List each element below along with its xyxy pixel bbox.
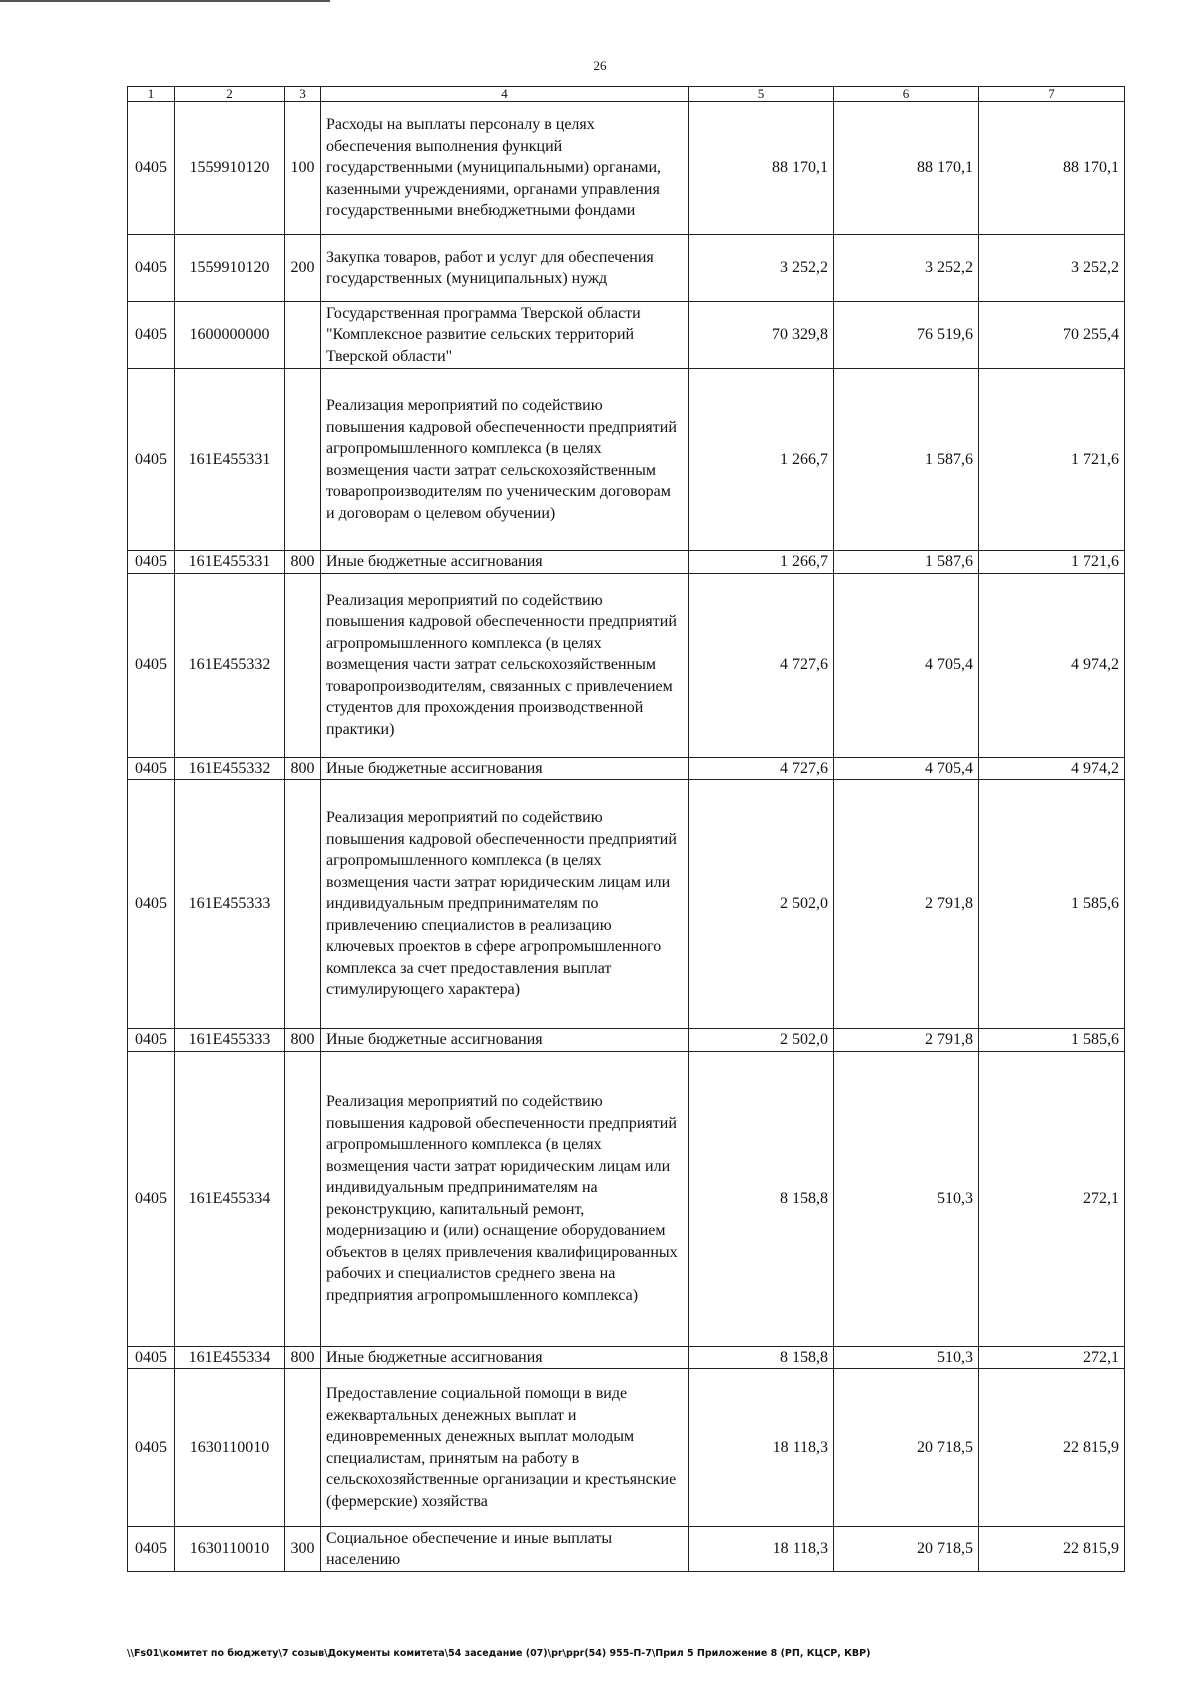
- top-rule: [0, 0, 330, 2]
- header-row: [128, 87, 1125, 102]
- rz-cell: 0405: [128, 302, 175, 369]
- value-cell: 20 718,5: [834, 1527, 979, 1572]
- col-header: 1: [128, 87, 175, 102]
- vr-cell: [285, 302, 321, 369]
- table-row: [128, 573, 1125, 757]
- name-cell: Предоставление социальной помощи в виде ежеквартальных денежных выплат и единовременных денежных выплат молодым специалистам, принятым на работу в сельскохозяйственные организации и крестьянские (фермерские) хозяйства: [321, 1369, 689, 1527]
- rz-cell: 0405: [128, 780, 175, 1029]
- table-row: [128, 302, 1125, 369]
- value-cell: 1 587,6: [834, 369, 979, 551]
- rz-cell: 0405: [128, 1346, 175, 1369]
- value-cell: 3 252,2: [689, 235, 834, 302]
- name-cell: Реализация мероприятий по содействию повышения кадровой обеспеченности предприятий агропромышленного комплекса (в целях возмещения части затрат юридическим лицам или индивидуальным предпринимателям по привлечению специалистов в реализацию ключевых проектов в сфере агропромышленного комплекса за счет предоставления выплат стимулирующего характера): [321, 780, 689, 1029]
- vr-cell: 800: [285, 1029, 321, 1052]
- value-cell: 76 519,6: [834, 302, 979, 369]
- table-row: [128, 1029, 1125, 1052]
- rz-cell: 0405: [128, 1029, 175, 1052]
- footer-file-path: \\Fs01\комитет по бюджету\7 созыв\Документы комитета\54 заседание (07)\pr\ppr(54) 955-П-7\Прил 5 Приложение 8 (РП, КЦСР, КВР): [127, 1648, 871, 1659]
- page-number: 26: [593, 58, 607, 73]
- name-cell: Реализация мероприятий по содействию повышения кадровой обеспеченности предприятий агропромышленного комплекса (в целях возмещения части затрат юридическим лицам или индивидуальным предпринимателям на реконструкцию, капитальный ремонт, модернизацию и (или) оснащение оборудованием объектов в целях привлечения квалифицированных рабочих и специалистов среднего звена на предприятия агропромышленного комплекса): [321, 1051, 689, 1346]
- name-cell: Социальное обеспечение и иные выплаты населению: [321, 1527, 689, 1572]
- budget-table: [127, 86, 1125, 1572]
- col-header: 5: [689, 87, 834, 102]
- value-cell: 2 502,0: [689, 1029, 834, 1052]
- csr-cell: 161E455332: [175, 757, 285, 780]
- csr-cell: 161E455334: [175, 1346, 285, 1369]
- vr-cell: [285, 573, 321, 757]
- name-cell: Реализация мероприятий по содействию повышения кадровой обеспеченности предприятий агропромышленного комплекса (в целях возмещения части затрат сельскохозяйственным товаропроизводителям, связанных с привлечением студентов для прохождения производственной практики): [321, 573, 689, 757]
- csr-cell: 161E455332: [175, 573, 285, 757]
- csr-cell: 161E455331: [175, 369, 285, 551]
- value-cell: 18 118,3: [689, 1527, 834, 1572]
- vr-cell: [285, 1369, 321, 1527]
- rz-cell: 0405: [128, 573, 175, 757]
- col-header: 7: [979, 87, 1125, 102]
- value-cell: 88 170,1: [979, 102, 1125, 235]
- col-header: 6: [834, 87, 979, 102]
- table-row: [128, 369, 1125, 551]
- table-row: [128, 235, 1125, 302]
- value-cell: 4 974,2: [979, 757, 1125, 780]
- csr-cell: 1559910120: [175, 102, 285, 235]
- csr-cell: 1630110010: [175, 1527, 285, 1572]
- table-row: [128, 1051, 1125, 1346]
- table-row: [128, 551, 1125, 574]
- table-row: [128, 1527, 1125, 1572]
- value-cell: 88 170,1: [834, 102, 979, 235]
- csr-cell: 161E455331: [175, 551, 285, 574]
- rz-cell: 0405: [128, 551, 175, 574]
- name-cell: Расходы на выплаты персоналу в целях обеспечения выполнения функций государственными (муниципальными) органами, казенными учреждениями, органами управления государственными внебюджетными фондами: [321, 102, 689, 235]
- csr-cell: 1600000000: [175, 302, 285, 369]
- name-cell: Закупка товаров, работ и услуг для обеспечения государственных (муниципальных) нужд: [321, 235, 689, 302]
- value-cell: 4 705,4: [834, 757, 979, 780]
- csr-cell: 1630110010: [175, 1369, 285, 1527]
- rz-cell: 0405: [128, 1369, 175, 1527]
- col-header: 2: [175, 87, 285, 102]
- value-cell: 4 727,6: [689, 757, 834, 780]
- col-header: 4: [321, 87, 689, 102]
- name-cell: Государственная программа Тверской области "Комплексное развитие сельских территорий Тверской области": [321, 302, 689, 369]
- vr-cell: 800: [285, 551, 321, 574]
- table-row: [128, 757, 1125, 780]
- name-cell: Иные бюджетные ассигнования: [321, 551, 689, 574]
- vr-cell: [285, 780, 321, 1029]
- vr-cell: 200: [285, 235, 321, 302]
- value-cell: 1 266,7: [689, 369, 834, 551]
- rz-cell: 0405: [128, 235, 175, 302]
- csr-cell: 1559910120: [175, 235, 285, 302]
- value-cell: 1 585,6: [979, 1029, 1125, 1052]
- vr-cell: 800: [285, 1346, 321, 1369]
- value-cell: 2 502,0: [689, 780, 834, 1029]
- value-cell: 1 721,6: [979, 369, 1125, 551]
- value-cell: 22 815,9: [979, 1527, 1125, 1572]
- table-row: [128, 102, 1125, 235]
- value-cell: 18 118,3: [689, 1369, 834, 1527]
- value-cell: 510,3: [834, 1346, 979, 1369]
- value-cell: 3 252,2: [834, 235, 979, 302]
- value-cell: 4 974,2: [979, 573, 1125, 757]
- csr-cell: 161E455333: [175, 1029, 285, 1052]
- value-cell: 2 791,8: [834, 780, 979, 1029]
- value-cell: 510,3: [834, 1051, 979, 1346]
- value-cell: 3 252,2: [979, 235, 1125, 302]
- vr-cell: [285, 1051, 321, 1346]
- rz-cell: 0405: [128, 1051, 175, 1346]
- value-cell: 2 791,8: [834, 1029, 979, 1052]
- rz-cell: 0405: [128, 757, 175, 780]
- csr-cell: 161E455334: [175, 1051, 285, 1346]
- value-cell: 4 705,4: [834, 573, 979, 757]
- name-cell: Иные бюджетные ассигнования: [321, 1029, 689, 1052]
- value-cell: 1 266,7: [689, 551, 834, 574]
- value-cell: 22 815,9: [979, 1369, 1125, 1527]
- rz-cell: 0405: [128, 102, 175, 235]
- vr-cell: 300: [285, 1527, 321, 1572]
- csr-cell: 161E455333: [175, 780, 285, 1029]
- value-cell: 88 170,1: [689, 102, 834, 235]
- value-cell: 70 255,4: [979, 302, 1125, 369]
- value-cell: 1 587,6: [834, 551, 979, 574]
- table-row: [128, 780, 1125, 1029]
- name-cell: Иные бюджетные ассигнования: [321, 757, 689, 780]
- vr-cell: 800: [285, 757, 321, 780]
- table-row: [128, 1346, 1125, 1369]
- name-cell: Иные бюджетные ассигнования: [321, 1346, 689, 1369]
- col-header: 3: [285, 87, 321, 102]
- table-row: [128, 1369, 1125, 1527]
- value-cell: 8 158,8: [689, 1051, 834, 1346]
- rz-cell: 0405: [128, 369, 175, 551]
- value-cell: 1 585,6: [979, 780, 1125, 1029]
- value-cell: 1 721,6: [979, 551, 1125, 574]
- name-cell: Реализация мероприятий по содействию повышения кадровой обеспеченности предприятий агропромышленного комплекса (в целях возмещения части затрат сельскохозяйственным товаропроизводителям по ученическим договорам и договорам о целевом обучении): [321, 369, 689, 551]
- value-cell: 70 329,8: [689, 302, 834, 369]
- value-cell: 272,1: [979, 1346, 1125, 1369]
- value-cell: 272,1: [979, 1051, 1125, 1346]
- value-cell: 4 727,6: [689, 573, 834, 757]
- value-cell: 8 158,8: [689, 1346, 834, 1369]
- vr-cell: 100: [285, 102, 321, 235]
- rz-cell: 0405: [128, 1527, 175, 1572]
- vr-cell: [285, 369, 321, 551]
- value-cell: 20 718,5: [834, 1369, 979, 1527]
